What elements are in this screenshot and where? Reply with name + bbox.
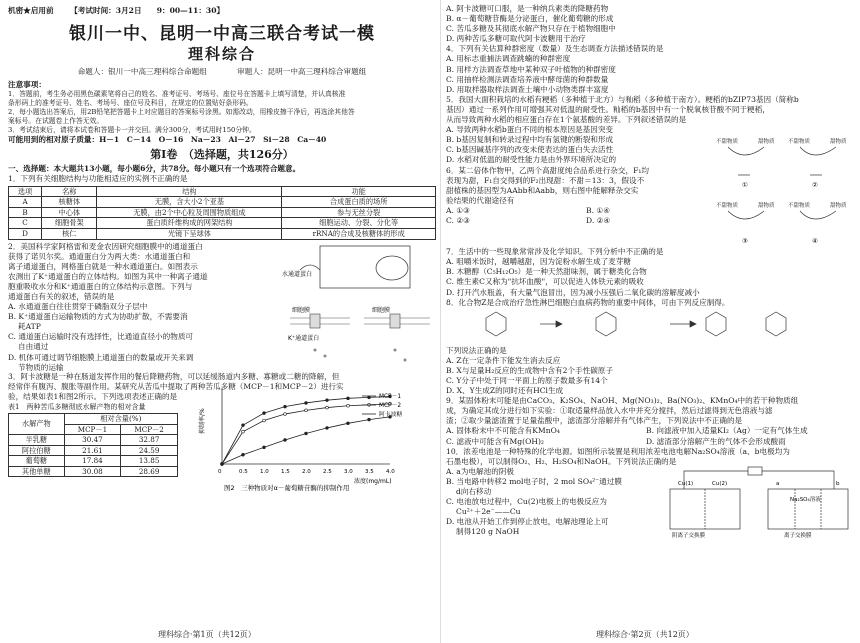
fig-label: 甜物质 [830,203,847,210]
cell: 光镜下呈球体 [97,228,282,239]
q2-line: 胞重吸收水分和K⁺通道蛋白的立体结构示意图。下列与 [8,281,193,291]
cell: 其他单糖 [9,466,65,477]
q8-stem2: 下列说法正确的是 [446,345,507,355]
page-footer-left: 理科综合·第1页（共12页） [158,630,256,639]
data-point [242,453,245,456]
x-tick-label: 1.0 [260,468,269,475]
q6-line: 6．某二倍体作物甲，乙两个高甜度纯合品系进行杂交，F₁均 [446,165,649,175]
table-header-row [9,186,436,197]
data-point [263,419,266,422]
table-header: 功能 [282,186,436,197]
question-2 [8,242,436,372]
q2-option: 自由通过 [8,342,49,352]
author-line: 命题人：银川一中高三理科综合命题组 审题人：昆明一中高三理科综合审题组 [77,67,367,77]
q10-option: A. a为电解池的阴极 [446,466,514,476]
fig-label: b [836,480,840,487]
q10-option: d向右移动 [446,487,492,496]
q3-option: C. 苦瓜多糖及其彻底水解产物只存在于植物细胞中 [446,24,616,34]
question-5 [446,95,856,125]
data-point [347,397,350,400]
fig-label: Cu(2) [712,480,728,487]
q4-option: B. 用样方法调查草地中某种双子叶植物的种群密度 [446,64,616,74]
y-axis-label: 抑制率/% [199,408,206,434]
q2-option: B. K⁺通道蛋白运输物质的方式为协助扩散，不需要消 [8,312,188,322]
cell: 蛋白质纤维构成的网架结构 [97,218,282,229]
inhibition-chart [194,380,434,492]
q2-option: D. 机体可通过调节细胞膜上通道蛋白的数量或开关来调 [8,352,194,362]
cell: 21.61 [64,445,121,456]
cell: 阿拉伯糖 [9,445,65,456]
page-divider [440,0,441,643]
data-point [305,401,308,404]
fig-label: 细胞膜 [292,306,311,314]
q2-option: 节物质的运输 [8,362,64,372]
svg-text:②: ② [812,181,818,190]
exam-time: 【考试时间：3月2日 9：00—11：30】 [70,6,225,15]
legend-label: MCP－2 [379,402,402,409]
data-point [347,404,350,407]
q4-option: D. 用取样器取样法调查土壤中小动物类群丰富度 [446,84,609,94]
q6-option: D. ②④ [586,215,611,225]
q6-line: 甜植株的基因型为AAbb和Aabb，则右图中能解释杂交实 [446,185,639,195]
metabolic-pathway-figure [714,125,856,247]
x-axis-label: 浓度(mg/mL) [354,477,392,485]
data-point [326,406,329,409]
q3-option: B. α－葡萄糖苷酶是分泌蛋白，催化葡萄糖的形成 [446,14,614,24]
q1-table [8,186,436,240]
q2-option: 耗ATP [8,322,41,332]
table1-title: 表1 两种苦瓜多糖彻底水解产物的相对含量 [8,402,146,411]
cell: 细胞运动、分裂、分化等 [282,218,436,229]
q9-option: D. 滤渣部分溶解产生的气体不会形成酸雨 [646,436,786,446]
q9-line: 渣；②取少量滤渣置于足量盐酸中，滤渣部分溶解并有气体产生，下列说法中不正确的是 [446,416,743,426]
cell: C [9,218,42,229]
table-row [9,207,436,218]
fig-label: K⁺通道蛋白 [288,334,320,342]
x-tick-label: 3.0 [344,468,353,475]
right-page [446,0,856,643]
cell: 13.85 [121,456,178,467]
q6-line: 验结果的代谢途径有 [446,195,515,205]
fig-label: Na₂SO₄溶液 [790,496,821,503]
cell: 无膜，含大小2个亚基 [97,197,282,208]
q4-stem: 4．下列有关估算种群密度（数量）及生态调查方法描述错误的是 [446,44,664,54]
cell: 30.47 [64,435,121,446]
q3-option: A. 阿卡波糖可口服，是一种纳兵素类的降糖药物 [446,4,609,13]
reaction-scheme [446,308,854,342]
table-row [9,466,178,477]
table-row [9,228,436,239]
cell: 葡萄糖 [9,456,65,467]
cell: 中心体 [42,207,97,218]
cell: 28.69 [121,466,178,477]
q10-option: Cu²⁺＋2e⁻——Cu [446,507,521,517]
x-tick-label: 1.5 [281,468,290,475]
data-point [284,438,287,441]
q8-option: C. Y分子中处于同一平面上的原子数最多有14个 [446,375,608,385]
q3-options [446,4,856,44]
data-point [284,405,287,408]
svg-text:①: ① [742,181,748,190]
q5-line: 基因）通过一系列作用可增强其对低温的耐受性。籼稻的b基因中有一个脱氧核苷酸不同于粳稻， [446,104,770,114]
q9-option: B. 向滤液中加入适量KI₂（Ag）一定有气体生成 [646,426,808,436]
q6-line: 表现为甜，F₁自交得到的F₂出现甜：不甜＝13：3，假设不 [446,175,645,185]
q6-option: A. ①③ [446,205,470,215]
data-point [326,399,329,402]
question-4 [446,44,856,94]
q10-block [446,467,856,537]
figure-caption: 图2 三种物质对α－葡萄糖苷酶的抑制作用 [224,483,350,492]
exam-subtitle: 理科综合 [187,45,256,64]
notice-item: 案标号。在试题卷上作答无效。 [8,117,104,126]
q2-line: 离子通道蛋白，网格蛋白就是一种水通道蛋白。如图表示 [8,261,198,271]
notice-item: 2．每小题选出答案后，用2B铅笔把答题卡上对应题目的答案标号涂黑。如需改动，用橡皮擦干净后，再选涂其他答 [8,108,355,117]
q9-line: 成，为确定其成分进行如下实验：①取适量样品放入水中并充分搅拌，然后过滤得到无色溶液与滤 [446,406,773,416]
cell: 32.87 [121,435,178,446]
electrolysis-figure [664,463,854,539]
secret-label: 机密★启用前 [8,6,54,15]
atomic-masses: 可能用到的相对原子质量：H－1 C－14 O－16 Na－23 Al－27 Si－28 Ca－40 [8,135,327,145]
q8-stem: 8．化合物Z是合成治疗急性淋巴细胞白血病药物的重要中间体，可由下列反应制得。 [446,297,730,307]
x-tick-label: 4.0 [386,468,395,475]
q5-option: B. b基因复制和转录过程中均有氢键的断裂和形成 [446,135,614,145]
fig-label: 离子交换膜 [784,532,812,539]
x-tick-label: 0 [218,468,222,475]
exam-header [8,6,436,16]
q10-line: 10．浓差电池是一种特殊的化学电源。如图所示装置是利用浓差电池电解Na₂SO₄溶液（a、b电极均为 [446,446,790,456]
q10-line: 石墨电极），可以制得O₂、H₂、H₂SO₄和NaOH。下列说法正确的是 [446,456,677,466]
table-row [9,456,178,467]
cell: D [9,228,42,239]
q8-option: B. X与足量H₂反应的生成物中含有2个手性碳原子 [446,365,613,375]
cell: 30.08 [64,466,121,477]
notice-item: 3．考试结束后，请将本试卷和答题卡一并交回。满分300分，考试用时150分钟。 [8,126,256,135]
data-point [242,424,245,427]
x-tick-label: 0.5 [239,468,248,475]
table-header: 选项 [9,186,42,197]
table-row [9,435,178,446]
fig-label: 水通道蛋白 [282,270,313,278]
q2-line: 农测出了K⁺通道蛋白的立体结构。如图为其中一种离子通道 [8,271,208,281]
series-line [222,396,390,464]
q5-option: D. 水稻对低温的耐受性能力是由外界环境所决定的 [446,155,617,165]
q4-option: C. 用抽样检测法调查培养液中酵母菌的种群数量 [446,74,609,84]
table-row [9,197,436,208]
q7-stem: 7．生活中的一些现象常常涉及化学知识。下列分析中不正确的是 [446,247,664,257]
q9-option: A. 固体粉末中不可能含有KMnO₄ [446,426,560,436]
q10-option: C. 电池放电过程中，Cu(2)电极上的电极反应为 [446,497,607,507]
x-tick-label: 2.5 [323,468,332,475]
q10-option: D. 电池从开始工作到停止放电，电解池理论上可 [446,517,609,527]
data-point [242,430,245,433]
cell: 核仁 [42,228,97,239]
q5-line: 从而导致两种水稻的相应蛋白存在1个氨基酸的差异。下列叙述错误的是 [446,115,687,125]
table-row [9,218,436,229]
cell: B [9,207,42,218]
question-1: 1．下列有关细胞结构与功能相适应的实例不正确的是 [8,174,188,184]
data-point [221,462,224,465]
data-point [263,412,266,415]
fig-label: 细胞膜 [372,306,391,314]
cell: 17.84 [64,456,121,467]
q6-option: B. ①④ [586,205,611,215]
data-point [305,409,308,412]
question-7 [446,247,856,308]
q5-option: C. b基因碱基序列的改变未使表达的蛋白失去活性 [446,145,614,155]
fig-label: 不甜物质 [716,139,739,146]
fig-label: 不甜物质 [788,139,811,146]
q3-option: D. 两种苦瓜多糖可取代阿卡波糖用于治疗 [446,34,586,44]
legend-label: MCP－1 [379,393,402,400]
q9-line: 9．某固体粉末可能是由CaCO₃、K₂SO₄、NaOH、Mg(NO₃)₂、Ba(NO₃)₂、KMnO₄中的若干种物质组 [446,396,799,406]
cell: 核糖体 [42,197,97,208]
q10-option: 制得120 g NaOH [446,527,520,537]
channel-protein-figure [280,240,434,374]
q7-option: A. 咀嚼米饭时，越嚼越甜，因为淀粉水解生成了麦芽糖 [446,257,631,267]
cell: 无膜，由2个中心粒及周围物质组成 [97,207,282,218]
q7-option: C. 维生素C又称为"抗坏血酸"，可以促进人体铁元素的吸收 [446,277,644,287]
notice-item: 条形码上的准考证号、姓名、考场号、座位号及科目，在规定的位置贴好条形码。 [8,99,253,108]
cell: 24.59 [121,445,178,456]
cell: A [9,197,42,208]
notice-title: 注意事项： [8,80,46,90]
q2-line: 获得了诺贝尔奖。通道蛋白分为两大类：水通道蛋白和 [8,251,191,261]
fig-label: 不甜物质 [788,203,811,210]
question-9 [446,396,856,467]
cell: 合成蛋白质的场所 [282,197,436,208]
q5-q6-block [446,125,856,247]
q3-line: 验，结果如表1和图2所示。下列选项表述正确的是 [8,391,178,401]
table-header: 水解产物 [9,413,65,434]
q3-line: 经常伴有腹泻、腹胀等副作用。某研究从苦瓜中提取了两种苦瓜多糖（MCP－1和MCP－2）进行实 [8,381,344,391]
data-point [347,422,350,425]
section-title: 第Ⅰ卷 （选择题，共126分） [150,148,294,162]
table-row [9,445,178,456]
page-footer-right: 理科综合·第2页（共12页） [596,630,694,639]
q2-line: 通道蛋白有关的叙述，错误的是 [8,292,115,301]
q4-option: A. 用标志重捕法调查跳蝻的种群密度 [446,54,571,64]
fig-label: 阴离子交换膜 [672,532,706,539]
q2-option: C. 通道蛋白运输时没有选择性，比通道直径小的物质可 [8,332,194,342]
cell: rRNA的合成及核糖体的形成 [282,228,436,239]
svg-text:③: ③ [742,237,748,246]
q10-option: B. 当电路中转移2 mol电子时，2 mol SO₄²⁻通过膜 [446,476,622,486]
x-tick-label: 2.0 [302,468,311,475]
series-line [222,417,390,464]
notice-item: 1．答题前，考生务必用黑色碳素笔将自己的姓名、准考证号、考场号、座位号在答题卡上填写清楚，并认真核准 [8,90,346,99]
q3-line: 3．阿卡波糖是一种在肠道发挥作用的餐后降糖药物，可以延缓肠道内多糖、寡糖或二糖的降解，但 [8,371,340,381]
fig-label: 甜物质 [758,203,775,210]
q6-option: C. ②③ [446,215,470,225]
q5-option: A. 导致两种水稻b蛋白不同的根本原因是基因突变 [446,125,614,135]
table-header: 名称 [42,186,97,197]
table-header: MCP－1 [64,424,121,435]
q8-option: A. Z在一定条件下能发生消去反应 [446,355,561,365]
fig-label: a [776,480,780,487]
fig-label: 甜物质 [758,139,775,146]
notice-list [8,90,436,135]
cell: 参与无丝分裂 [282,207,436,218]
legend-label: 阿卡波糖 [379,411,403,418]
fig-label: 甜物质 [830,139,847,146]
data-point [305,432,308,435]
question-8 [446,346,856,396]
data-point [326,426,329,429]
section-intro: 一、选择题：本大题共13小题，每小题6分，共78分。每小题只有一个选项符合题意。 [8,164,301,174]
q5-line: 5．我国大面积栽培的水稻有粳稻（多种植于北方）与籼稻（多种植于南方）。粳稻的bZIP73基因（简称b [446,94,799,104]
fig-label: Cu(1) [678,480,694,487]
q8-option: D. X、Y生成Z的同时还有HCl生成 [446,386,564,396]
data-point [263,446,266,449]
data-point [368,418,371,421]
cell: 半乳糖 [9,435,65,446]
table-header: 相对含量(%) [64,413,177,424]
q7-option: D. 打开汽水瓶盖，有大量气泡冒出，因为减小压强后二氧化碳的溶解度减小 [446,287,700,297]
q7-option: B. 木糖醇（C₅H₁₂O₅）是一种天然甜味剂，属于糖类化合物 [446,267,647,277]
table-header: MCP－2 [121,424,178,435]
q9-option: C. 滤液中可能含有Mg(OH)₂ [446,436,544,446]
data-point [284,412,287,415]
x-tick-label: 3.5 [365,468,374,475]
fig-label: 不甜物质 [716,203,739,210]
q2-option: A. 水通道蛋白往往贯穿于磷脂双分子层中 [8,302,148,312]
left-page [8,0,436,643]
exam-title: 银川一中、昆明一中高三联合考试一模 [69,24,375,45]
table-header: 结构 [97,186,282,197]
cell: 细胞骨架 [42,218,97,229]
table1 [8,413,178,478]
q2-line: 2．美国科学家阿格雷和麦金农因研究细胞膜中的通道蛋白 [8,241,203,251]
data-point [368,396,371,399]
svg-text:④: ④ [812,237,818,246]
